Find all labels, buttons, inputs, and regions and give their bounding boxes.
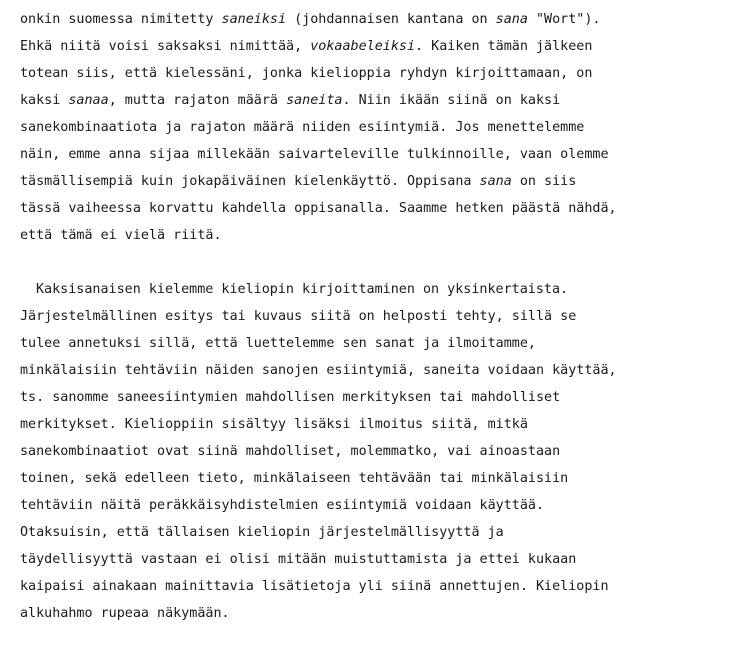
text-line [20, 330, 735, 357]
text-line [20, 600, 735, 627]
text-line [20, 114, 735, 141]
text-line [20, 492, 735, 519]
text-run: toinen, sekä edelleen tieto, minkälaiseen tehtävään tai minkälaisiin [20, 471, 569, 486]
paragraph-gap [20, 249, 735, 276]
text-run: onkin suomessa nimitetty [20, 12, 222, 27]
text-run: että tämä ei vielä riitä. [20, 228, 222, 243]
text-run: kaksi [20, 93, 69, 108]
text-run: (johdannaisen kantana on [286, 12, 496, 27]
text-run: "Wort"). [527, 12, 601, 27]
text-run: sanekombinaatiot ovat siinä mahdolliset, molemmatko, vai ainoastaan [20, 444, 561, 459]
italic-term: sana [495, 12, 528, 27]
text-line [20, 546, 735, 573]
text-line [20, 87, 735, 114]
text-line [20, 465, 735, 492]
text-run: . Niin ikään siinä on kaksi [342, 93, 561, 108]
text-run: kaipaisi ainakaan mainittavia lisätietoja yli siinä annettujen. Kieliopin [20, 579, 609, 594]
text-run: ts. sanomme saneesiintymien mahdollisen merkityksen tai mahdolliset [20, 390, 561, 405]
text-run: täsmällisempiä kuin jokapäiväinen kielenkäyttö. Oppisana [20, 174, 480, 189]
italic-term: saneiksi [221, 12, 287, 27]
text-run: tehtäviin näitä peräkkäisyhdistelmien esiintymiä voidaan käyttää. [20, 498, 545, 513]
text-line [20, 168, 735, 195]
text-run: tässä vaiheessa korvattu kahdella oppisanalla. Saamme hetken päästä nähdä, [20, 201, 617, 216]
italic-term: sana [479, 174, 512, 189]
text-run: on siis [511, 174, 577, 189]
text-run: , mutta rajaton määrä [108, 93, 287, 108]
text-run: . Kaiken tämän jälkeen [415, 39, 593, 54]
text-run: näin, emme anna sijaa millekään saivarteleville tulkinnoille, vaan olemme [20, 147, 609, 162]
document-page [20, 6, 735, 627]
italic-term: vokaabeleiksi [310, 39, 416, 54]
text-line [20, 357, 735, 384]
text-run: totean siis, että kielessäni, jonka kielioppia ryhdyn kirjoittamaan, on [20, 66, 593, 81]
italic-term: sanaa [68, 93, 109, 108]
text-line [20, 222, 735, 249]
text-run: Järjestelmällinen esitys tai kuvaus siitä on helposti tehty, sillä se [20, 309, 577, 324]
text-line [20, 303, 735, 330]
text-line [20, 384, 735, 411]
text-run: merkitykset. Kielioppiin sisältyy lisäksi ilmoitus siitä, mitkä [20, 417, 528, 432]
text-line [20, 6, 735, 33]
text-line [20, 438, 735, 465]
text-run: alkuhahmo rupeaa näkymään. [20, 606, 230, 621]
text-run: minkälaisiin tehtäviin näiden sanojen esiintymiä, saneita voidaan käyttää, [20, 363, 617, 378]
text-line [20, 573, 735, 600]
italic-term: saneita [286, 93, 343, 108]
text-run: Kaksisanaisen kielemme kieliopin kirjoittaminen on yksinkertaista. [36, 282, 569, 297]
text-line [20, 60, 735, 87]
text-run: tulee annetuksi sillä, että luettelemme sen sanat ja ilmoitamme, [20, 336, 536, 351]
text-line [20, 195, 735, 222]
paragraph-2 [20, 276, 735, 627]
text-run: Ehkä niitä voisi saksaksi nimittää, [20, 39, 311, 54]
text-line [20, 411, 735, 438]
text-run: Otaksuisin, että tällaisen kieliopin järjestelmällisyyttä ja [20, 525, 504, 540]
text-run: sanekombinaatiota ja rajaton määrä niiden esiintymiä. Jos menettelemme [20, 120, 585, 135]
text-line [20, 276, 735, 303]
text-line [20, 141, 735, 168]
text-line [20, 33, 735, 60]
text-run: täydellisyyttä vastaan ei olisi mitään muistuttamista ja ettei kukaan [20, 552, 577, 567]
paragraph-1 [20, 6, 735, 249]
text-line [20, 519, 735, 546]
